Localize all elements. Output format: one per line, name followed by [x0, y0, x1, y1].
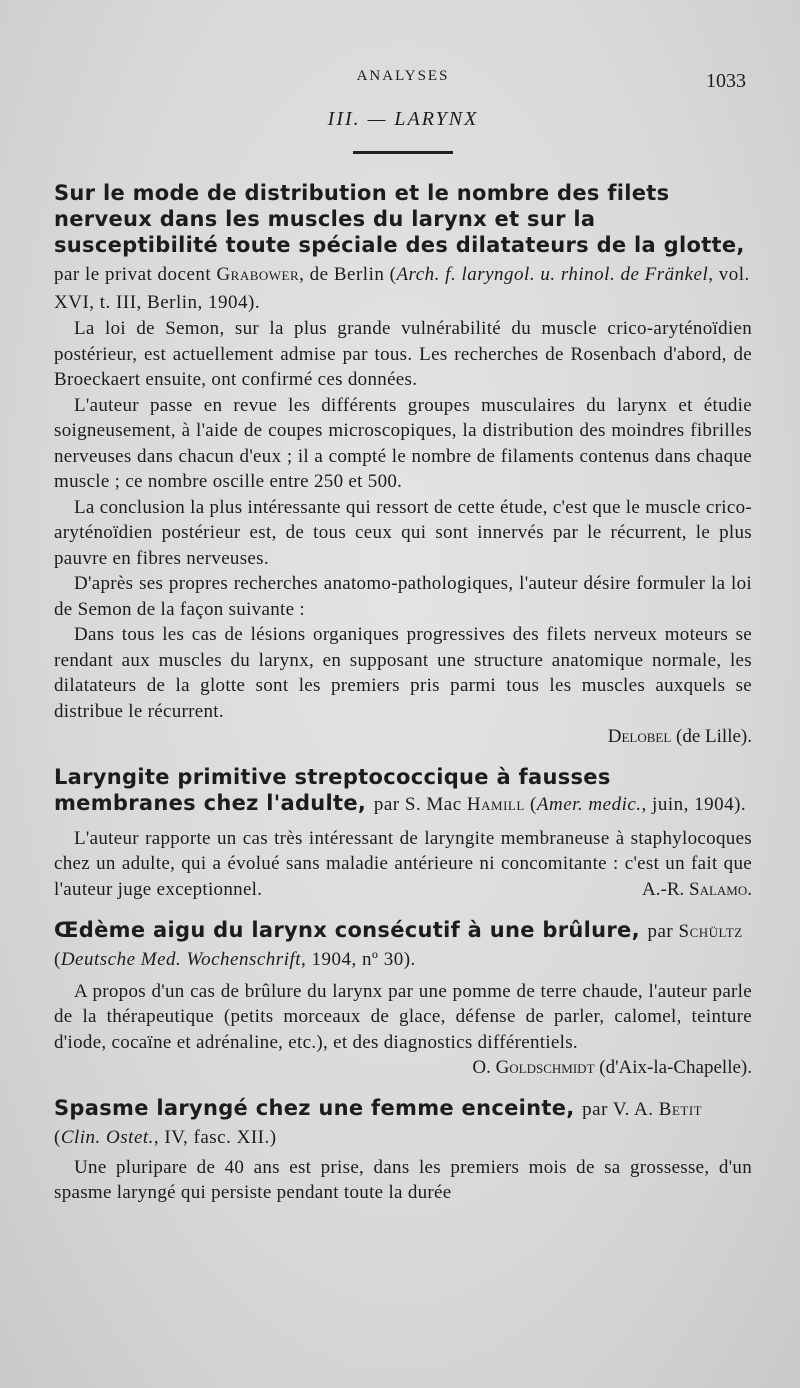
- section-rule: [353, 151, 453, 154]
- paragraph: L'auteur rapporte un cas très intéressant de laryngite membraneuse à staphylocoques chez un adulte, qui a évolué sans maladie antérieure ni concomitante : c'est un fait que l'auteur juge exceptionnel.: [54, 827, 752, 900]
- signature-name: A.-R. Salamo.: [642, 879, 752, 900]
- ref-prefix: par: [647, 920, 674, 942]
- ref-author: Schültz: [678, 920, 743, 942]
- ref-prefix: par le privat docent: [54, 264, 212, 285]
- paragraph: L'auteur passe en revue les différents groupes musculaires du larynx et étudie soigneusement, à l'aide de coupes microscopiques, la distribution des moindres fibrilles nerveuses dans chacun d'eux ; il a compté le nombre de filaments contenus dans chaque muscle ; ce nombre oscille entre 250 et 500.: [54, 394, 752, 492]
- signature-place: (de Lille).: [676, 726, 752, 747]
- signature-name: O. Goldschmidt: [472, 1057, 595, 1078]
- paragraph: Une pluripare de 40 ans est prise, dans les premiers mois de sa grossesse, d'un spasme laryngé qui persiste pendant toute la durée: [54, 1156, 752, 1203]
- article: [54, 917, 752, 1081]
- ref-author: Hamill: [466, 793, 525, 815]
- paragraph: A propos d'un cas de brûlure du larynx par une pomme de terre chaude, l'auteur parle de la thérapeutique (petits morceaux de glace, défense de parler, calomel, teinture d'iode, cocaïne et adrénaline, etc.), et des diagnostics différentiels.: [54, 980, 752, 1053]
- ref-journal: Deutsche Med. Wochenschrift: [60, 948, 302, 970]
- article-reference: [54, 264, 750, 313]
- ref-journal: Amer. medic.: [536, 793, 642, 815]
- article: [54, 1095, 752, 1206]
- running-title: ANALYSES: [356, 68, 450, 84]
- article-heading: Œdème aigu du larynx consécutif à une brûlure,: [54, 917, 640, 942]
- ref-middle: , de Berlin (: [299, 264, 397, 285]
- ref-journal: Clin. Ostet.: [60, 1126, 154, 1148]
- ref-suffix: , juin, 1904).: [641, 793, 747, 815]
- page-number: 1033: [706, 70, 746, 92]
- paragraph: La loi de Semon, sur la plus grande vulnérabilité du muscle crico-aryténoïdien postérieur, est actuellement admise par tous. Les recherches de Rosenbach d'abord, de Broeckaert ensuite, ont confirmé ces données.: [54, 318, 752, 390]
- ref-author: Grabower: [216, 264, 300, 285]
- ref-journal: Arch. f. laryngol. u. rhinol. de Fränkel: [396, 264, 709, 285]
- article-title: [54, 180, 752, 316]
- ref-suffix: , vol. XVI, t. III, Berlin, 1904).: [54, 264, 750, 313]
- ref-middle: (: [54, 1126, 61, 1148]
- section-title: III. — LARYNX: [327, 108, 479, 130]
- article-title: [54, 764, 752, 818]
- paragraph: Dans tous les cas de lésions organiques progressives des filets nerveux moteurs se rendant aux muscles du larynx, en supposant une structure anatomique normale, les dilatateurs de la glotte sont les premiers pris parmi tous les muscles auxquels se distribue le récurrent.: [54, 624, 752, 722]
- article: [54, 764, 752, 903]
- article-reference: [374, 794, 746, 815]
- signature: [54, 724, 752, 750]
- ref-middle: (: [54, 948, 61, 970]
- ref-prefix: par S. Mac: [373, 793, 462, 815]
- ref-prefix: par V. A.: [582, 1098, 654, 1120]
- article-heading: Laryngite primitive streptococcique à fausses membranes chez l'adulte,: [54, 764, 611, 815]
- article: [54, 180, 752, 750]
- paragraph: D'après ses propres recherches anatomo-pathologiques, l'auteur désire formuler la loi de Semon de la façon suivante :: [54, 573, 752, 620]
- signature-name: Delobel: [607, 726, 672, 747]
- article-heading: Sur le mode de distribution et le nombre des filets nerveux dans les muscles du larynx et sur la susceptibilité toute spéciale des dilatateurs de la glotte,: [54, 181, 745, 257]
- ref-author: Betit: [658, 1098, 703, 1120]
- paragraph: La conclusion la plus intéressante qui ressort de cette étude, c'est que le muscle crico-aryténoïdien postérieur est, de tous ceux qui sont innervés par le récurrent, le plus pauvre en fibres nerveuses.: [54, 496, 752, 569]
- signature: [54, 1055, 752, 1081]
- ref-suffix: , 1904, nº 30).: [301, 948, 416, 970]
- article-title: [54, 1095, 752, 1151]
- article-heading: Spasme laryngé chez une femme enceinte,: [54, 1095, 575, 1120]
- ref-suffix: , IV, fasc. XII.): [153, 1126, 277, 1148]
- article-title: [54, 917, 752, 973]
- ref-middle: (: [524, 793, 537, 815]
- running-header: [54, 0, 752, 100]
- signature-place: (d'Aix-la-Chapelle).: [599, 1057, 752, 1078]
